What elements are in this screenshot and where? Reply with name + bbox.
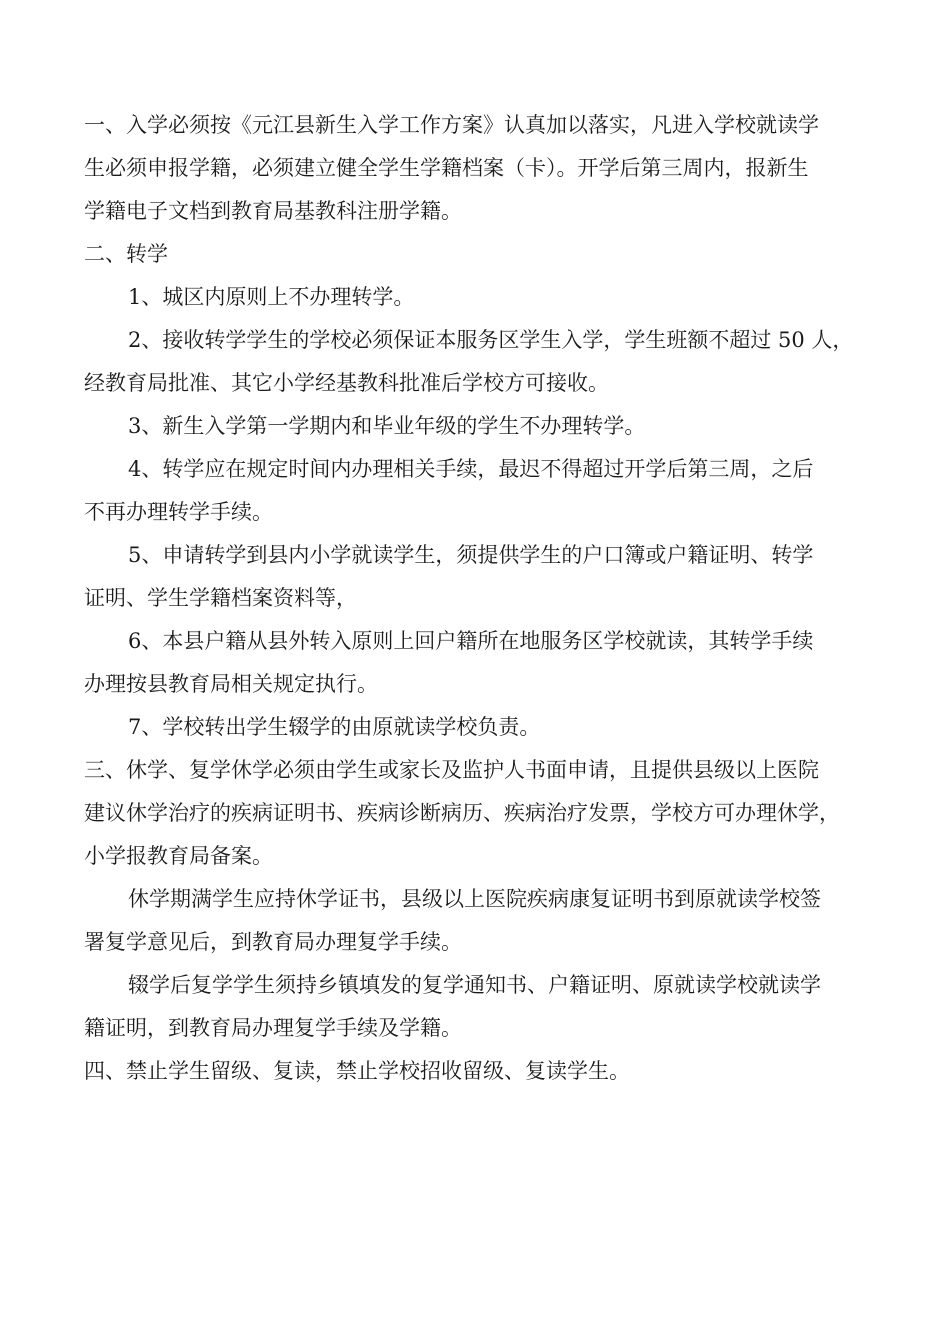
text-line: 1、城区内原则上不办理转学。 <box>128 285 415 309</box>
text-line: 署复学意见后，到教育局办理复学手续。 <box>84 930 462 954</box>
section-two-heading <box>84 233 884 276</box>
text-line: 7、学校转出学生辍学的由原就读学校负责。 <box>128 715 541 739</box>
transfer-item-7 <box>84 706 884 749</box>
transfer-item-2 <box>84 319 884 405</box>
section-three-suspension <box>84 749 884 878</box>
text-line: 休学期满学生应持休学证书，县级以上医院疾病康复证明书到原就读学校签 <box>128 887 821 911</box>
text-line: 经教育局批准、其它小学经基教科批准后学校方可接收。 <box>84 371 609 395</box>
transfer-item-4 <box>84 448 884 534</box>
text-line: 生必须申报学籍，必须建立健全学生学籍档案（卡）。开学后第三周内，报新生 <box>84 156 809 180</box>
text-line: 不再办理转学手续。 <box>84 500 273 524</box>
text-line: 证明、学生学籍档案资料等， <box>84 586 357 610</box>
text-line: 四、禁止学生留级、复读，禁止学校招收留级、复读学生。 <box>84 1059 630 1083</box>
text-line: 3、新生入学第一学期内和毕业年级的学生不办理转学。 <box>128 414 646 438</box>
text-line: 辍学后复学学生须持乡镇填发的复学通知书、户籍证明、原就读学校就读学 <box>128 973 821 997</box>
transfer-item-1 <box>84 276 884 319</box>
transfer-item-6 <box>84 620 884 706</box>
section-one-enrollment <box>84 104 884 233</box>
text-line: 三、休学、复学休学必须由学生或家长及监护人书面申请，且提供县级以上医院 <box>84 758 819 782</box>
suspension-expiry-paragraph <box>84 878 884 964</box>
text-line: 建议休学治疗的疾病证明书、疾病诊断病历、疾病治疗发票，学校方可办理休学， <box>84 801 840 825</box>
text-line: 2、接收转学学生的学校必须保证本服务区学生入学，学生班额不超过 50 人， <box>128 328 854 352</box>
dropout-resume-paragraph <box>84 964 884 1050</box>
transfer-item-3 <box>84 405 884 448</box>
section-heading: 二、转学 <box>84 242 168 266</box>
transfer-item-5 <box>84 534 884 620</box>
text-line: 5、申请转学到县内小学就读学生，须提供学生的户口簿或户籍证明、转学 <box>128 543 814 567</box>
section-four-prohibition <box>84 1050 884 1093</box>
document-body <box>84 104 884 1093</box>
text-line: 学籍电子文档到教育局基教科注册学籍。 <box>84 199 462 223</box>
text-line: 4、转学应在规定时间内办理相关手续，最迟不得超过开学后第三周，之后 <box>128 457 814 481</box>
text-line: 6、本县户籍从县外转入原则上回户籍所在地服务区学校就读，其转学手续 <box>128 629 814 653</box>
text-line: 一、入学必须按《元江县新生入学工作方案》认真加以落实，凡进入学校就读学 <box>84 113 819 137</box>
text-line: 办理按县教育局相关规定执行。 <box>84 672 378 696</box>
text-line: 籍证明，到教育局办理复学手续及学籍。 <box>84 1016 462 1040</box>
text-line: 小学报教育局备案。 <box>84 844 273 868</box>
